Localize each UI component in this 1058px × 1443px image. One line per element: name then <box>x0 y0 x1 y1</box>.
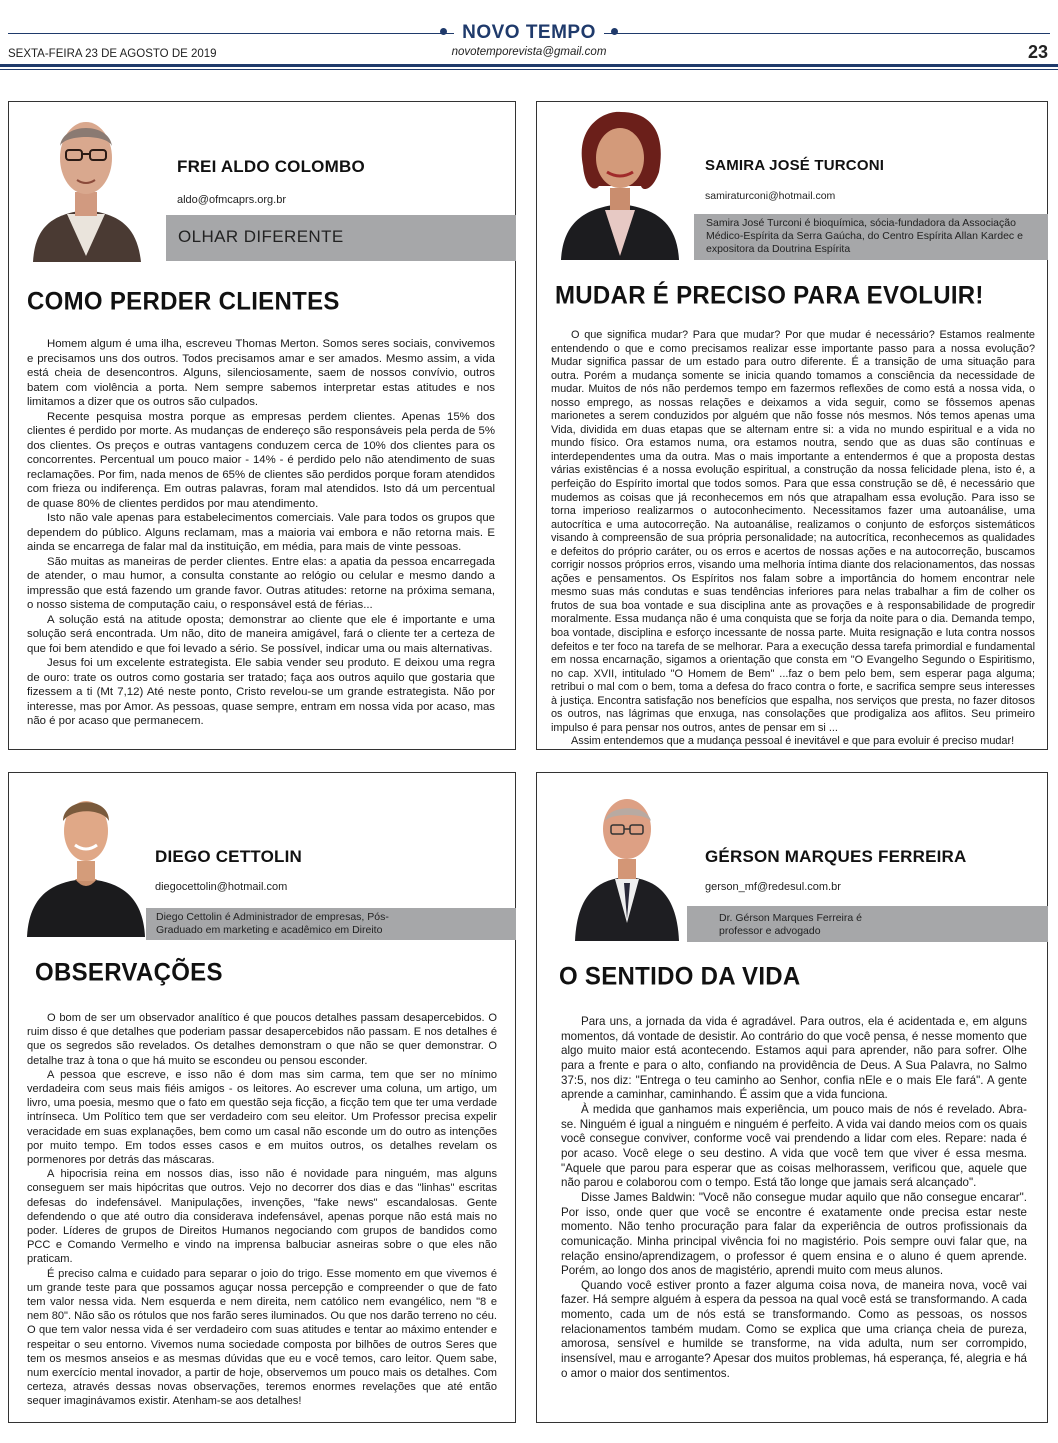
author-band <box>694 214 1048 260</box>
author-email: aldo@ofmcaprs.org.br <box>177 194 286 206</box>
author-email: gerson_mf@redesul.com.br <box>705 881 841 893</box>
column-label: OLHAR DIFERENTE <box>178 227 344 246</box>
headline: MUDAR É PRECISO PARA EVOLUIR! <box>555 281 984 310</box>
paragraph: Para uns, a jornada da vida é agradável. Para outros, ela é acidentada e, em alguns momentos, dá vontade de desistir. Ao contrário do que você pensa, é nesse momento que algo muito maior está acontecendo. Estamos aqui para aprender, não para sofrer. Olhe para a frente e para o alto, confiando na providência de Deus. A Sua Palavra, no Salmo 37:5, nos diz: "Entrega o teu caminho ao Senhor, confia nEle e o mais Ele fará". A gente aprende a caminhar, caminhando. É assim que a vida funciona. <box>561 1015 1027 1102</box>
masthead <box>0 0 1058 72</box>
author-email: diegocettolin@hotmail.com <box>155 881 288 893</box>
paragraph: Recente pesquisa mostra porque as empresas perdem clientes. Apenas 15% dos clientes é perdido por morte. As mudanças de endereço são responsáveis pela perda de 5% dos clientes. Os preços e outras vantagens conduzem cerca de 10% dos clientes para os concorrentes. Percentual um pouco maior - 14% - é perdido pelo não atendimento de suas reclamações. Por fim, nada menos de 65% de clientes são perdidos porque foram atendidos com frieza ou indiferença. Em outras palavras, foram mal atendidos. Isto dá um percentual de quase 80% de clientes perdidos por mau atendimento. <box>27 410 495 510</box>
masthead-rule-bottom <box>0 64 1058 67</box>
author-bio: Samira José Turconi é bioquímica, sócia-fundadora da Associação Médico-Espírita da Serra Gaúcha, do Centro Espírita Allan Kardec e expositora da Doutrina Espírita <box>706 217 1023 255</box>
column-samira <box>536 101 1048 750</box>
paragraph: Jesus foi um excelente estrategista. Ele sabia vender seu produto. E deixou uma regra de ouro: trate os outros como gostaria ser tratado; faça aos outros aquilo que gostaria que fizessem a ti (Mt 7,12) Até neste ponto, Cristo revelou-se um grande estrategista. Não por interesse, mas por Amor. As pessoas, quase sempre, entram em nossa vida por acaso, mas não é por acaso que permanecem. <box>27 657 495 727</box>
headline: O SENTIDO DA VIDA <box>559 962 801 991</box>
article-body <box>561 1015 1027 1381</box>
author-name: FREI ALDO COLOMBO <box>177 157 365 176</box>
author-bio: Diego Cettolin é Administrador de empresas, Pós-Graduado em marketing e acadêmico em Direito <box>156 911 389 936</box>
paragraph: São muitas as maneiras de perder clientes. Entre elas: a apatia da pessoa encarregada de atender, o mau humor, a consulta constante ao relógio ou celular e mesmo dando a impressão que está fazendo um grande favor. Outras atitudes: retorne na próxima semana, o nosso sistema de computação caiu, o responsável está de férias... <box>27 555 495 611</box>
paragraph: É preciso calma e cuidado para separar o joio do trigo. Esse momento em que vivemos é um grande teste para que possamos aguçar nossa percepção e compreender o que de fato tem valor nessa vida. Nem esquerda e nem direita, nem católico nem evangélico, nem "8 e nem 80". Não são os rótulos que nos farão seres iluminados. Ou que nos darão terreno no céu. O que tem valor nessa vida é ser verdadeiro com suas atitudes e tentar ao máximo entender e respeitar o seu entorno. Vivemos numa sociedade composta por bilhões de outros Seres que tem os mesmos anseios e as mesmas dúvidas que eu e você temos, caro leitor. Quem sabe, num exercício mental inovador, a partir de hoje, observemos um pouco mais os detalhes. Com certeza, através dessas novas observações, teremos enormes revelações que até então sequer imaginávamos existir. Atenham-se aos detalhes! <box>27 1267 497 1408</box>
author-photo-diego <box>23 781 149 937</box>
masthead-rule-bottom-thin <box>0 69 1058 70</box>
author-photo-aldo <box>23 106 149 262</box>
paragraph: Isto não vale apenas para estabelecimentos comerciais. Vale para todos os grupos que dependem do público. Alguns reclamam, mas a maioria vai embora e não retorna mais. E ainda se encarrega de falar mal da instituição, em média, para mais de vinte pessoas. <box>27 512 495 553</box>
author-band <box>146 908 516 940</box>
article-body <box>27 337 495 729</box>
paragraph: O bom de ser um observador analítico é que poucos detalhes passam desapercebidos. O ruim disso é que detalhes que poderiam passar desapercebidos não passam. E nos detalhes é que os segredos são revelados. Os detalhes demonstram o que não se quer demonstrar. O detalhe traz à tona o que há muito se escondeu ou pensou esconder. <box>27 1012 497 1067</box>
author-name: DIEGO CETTOLIN <box>155 847 302 866</box>
page-number: 23 <box>1027 42 1048 62</box>
newspaper-title: NOVO TEMPO <box>0 22 1058 44</box>
author-email: samiraturconi@hotmail.com <box>705 190 836 202</box>
newspaper-email: novotemporevista@gmail.com <box>451 46 607 58</box>
author-photo-gerson <box>575 783 679 941</box>
paragraph: Disse James Baldwin: "Você não consegue mudar aquilo que não consegue encarar". Por isso, onde quer que você se encontre é exatamente onde precisa estar neste momento. Não tenho procuração para falar da experiência de outros profissionais da comunicação. Minha principal vivência foi no magistério. Pois sempre ouvi falar que, na relação ensino/aprendizagem, o professor é quem ensina e o aluno é quem aprende. Porém, ao longo dos anos de magistério, aprendi muito com meus alunos. <box>561 1190 1027 1278</box>
author-band <box>687 906 1048 942</box>
column-diego <box>8 772 516 1423</box>
paragraph: À medida que ganhamos mais experiência, um pouco mais de nós é revelado. Abra-se. Ninguém é igual a ninguém e ninguém é perfeito. A vida vai dando meios com os quais você consegue conviver, conforme você vai prendendo a lidar com eles. Repare: nada é por acaso. Você elege o seu destino. A vida que você tem que viver é essa mesma. "Aquele que parou para esperar que as coisas melhorassem, verificou que, aquele que não parou e colaborou com o tempo. Está tão longe que jamais será alcançado". <box>561 1102 1027 1190</box>
edition-date: SEXTA-FEIRA 23 DE AGOSTO DE 2019 <box>8 48 217 60</box>
author-band <box>166 215 516 261</box>
paragraph: Quando você estiver pronto a fazer alguma coisa nova, de maneira nova, você vai fazer. Há sempre alguém à espera da pessoa na qual você está se transformando. A cada momento, cada um de nós está se transformando. Como as pessoas, os nossos relacionamentos também mudam. Como se explica que uma criança cheia de pureza, amorosa, sensível e humilde se transforme, na vida adulta, num ser corrompido, insensível, mau e arrogante? Apesar dos muitos problemas, há esperança, fé, alegria e há o amor o maior dos sentimentos. <box>561 1278 1027 1380</box>
paragraph: A solução está na atitude oposta; demonstrar ao cliente que ele é importante e uma solução será encontrada. Um não, dito de maneira amigável, fará o cliente ter a certeza de que foi bem atendido e que foi levado a sério. Se possível, indicar uma ou mais alternativas. <box>27 613 495 655</box>
paragraph: A pessoa que escreve, e isso não é dom mas sim carma, tem que ser no mínimo verdadeira com seus mais fiéis amigos - os leitores. Ao escrever uma coluna, um artigo, um livro, uma poesia, mesmo que o fato em questão seja ficção, a ficção tem que ter uma verdade intrínseca. Um Político tem que ser verdadeiro com seu eleitor. Um Professor precisa expelir veracidade em suas explanações, bem como um casal não esconde um do outro as intenções por muito tempo. Em todos esses casos e em muitos outros, os detalhes revelam os pormenores por detrás das máscaras. <box>27 1068 497 1167</box>
paragraph: O que significa mudar? Para que mudar? Por que mudar é necessário? Estamos realmente entendendo o que e como precisamos realizar esse importante passo para a nossa evolução? Mudar significa passar de um estado para outro diferente. É a transição de uma situação para outra. Porém a mudança somente se inicia quando tomamos a consciência da necessidade de mudar. Muitos de nós não perdemos tempo em fazermos reflexões de como está a nossa vida, o nosso emprego, as nossas relações e deixamos a vida seguir, como se fôssemos apenas marionetes a serem conduzidos por alguém que não fosse nós mesmos. Nós temos apenas uma Vida, dividida em duas etapas que se alternam entre si: a vida no mundo espiritual e a vida no mundo físico. Ora estamos numa, ora estamos noutra, sendo que as duas são contínuas e interdependentes uma da outra. Mas o mais importante a entendermos é que a proposta destas várias existências é a nossa evolução espiritual, a construção da nossa felicidade plena, isto é, a perfeição do Espírito imortal que todos somos. Para que essa construção se dê, é necessário que mudemos as coisas que já reconhecemos em nós que atrapalham essa evolução. Para isso se torna imperioso realizarmos o autoconhecimento. Necessitamos fazer uma autoanálise, uma autocrítica e uma autocorreção. Na autoanálise, realizamos o conjunto de esforços sistemáticos visando à compreensão de sua própria personalidade; na autocrítica, reconhecemos as qualidades e defeitos do próprio caráter, ou os erros e acertos de nossas ações e na autocorreção, buscamos corrigir nossos próprios erros, visando uma melhoria íntima diante dos relacionamentos, das nossas ações e pensamentos. Os Espíritos nos falam sobre a importância do homem encontrar nele mesmo suas más condutas e suas tendências inferiores para nelas trabalhar a fim de colher os frutos de sua boa vontade e sua disciplina ante as provações e à responsabilidade de progredir moralmente. Essa mudança não é uma conquista que se forja da noite para o dia. Demanda tempo, boa vontade, disciplina e esforço incessante de nossa parte. Muita resignação e luta contra nossos defeitos e ter foco na tarefa de se melhorar. Para a execução dessa tarefa primordial e fundamental em nossa encarnação, sigamos a orientação que consta em "O Evangelho Segundo o Espiritismo, no cap. XVII, intitulado "O Homem de Bem" ...faz o bem pelo bem, sem esperar paga alguma; retribui o mal com o bem, toma a defesa do fraco contra o forte, e sacrifica sempre seus interesses à justiça. Encontra satisfação nos benefícios que espalha, nos serviços que presta, no fazer ditosos os outros, nas lágrimas que enxuga, nas consolações que prodigaliza aos aflitos. Seu primeiro impulso é para pensar nos outros, antes de pensar em si ... <box>551 329 1035 734</box>
paragraph: Homem algum é uma ilha, escreveu Thomas Merton. Somos seres sociais, convivemos e precisamos uns dos outros. Todos precisamos amar e ser amados. Mesmo assim, a vida está cheia de desencontros. Alguns, silenciosamente, saem de nossos convívio, outros batem com violência a porta. Nem sempre sabemos interpretar estas atitudes e nos limitamos a dizer que os outros são culpados. <box>27 338 495 408</box>
column-frei-aldo <box>8 101 516 750</box>
article-body <box>27 1011 497 1409</box>
paragraph: Assim entendemos que a mudança pessoal é inevitável e que para evoluir é preciso mudar! <box>571 735 1015 748</box>
author-photo-samira <box>555 106 685 260</box>
author-name: SAMIRA JOSÉ TURCONI <box>705 157 885 174</box>
article-body <box>551 329 1035 749</box>
column-gerson <box>536 772 1048 1423</box>
paragraph: A hipocrisia reina em nossos dias, isso não é novidade para ninguém, mas alguns conseguem ser mais hipócritas que outros. Vejo no decorrer dos dias e das "linhas" escritas defesas do indefensável. Manipulações, invenções, "fake news" escandalosas. Gente defendendo o que até outro dia considerava indefensável, apenas porque não está mais no poder. Líderes de grupos de Direitos Humanos negociando com grupos de bandidos como PCC e Comando Vermelho e vindo na imprensa balbuciar asneiras sobre o que eles não praticam. <box>27 1168 497 1266</box>
author-bio: Dr. Gérson Marques Ferreira é professor e advogado <box>719 912 862 937</box>
headline: OBSERVAÇÕES <box>35 958 223 987</box>
author-name: GÉRSON MARQUES FERREIRA <box>705 847 967 866</box>
headline: COMO PERDER CLIENTES <box>27 287 340 316</box>
